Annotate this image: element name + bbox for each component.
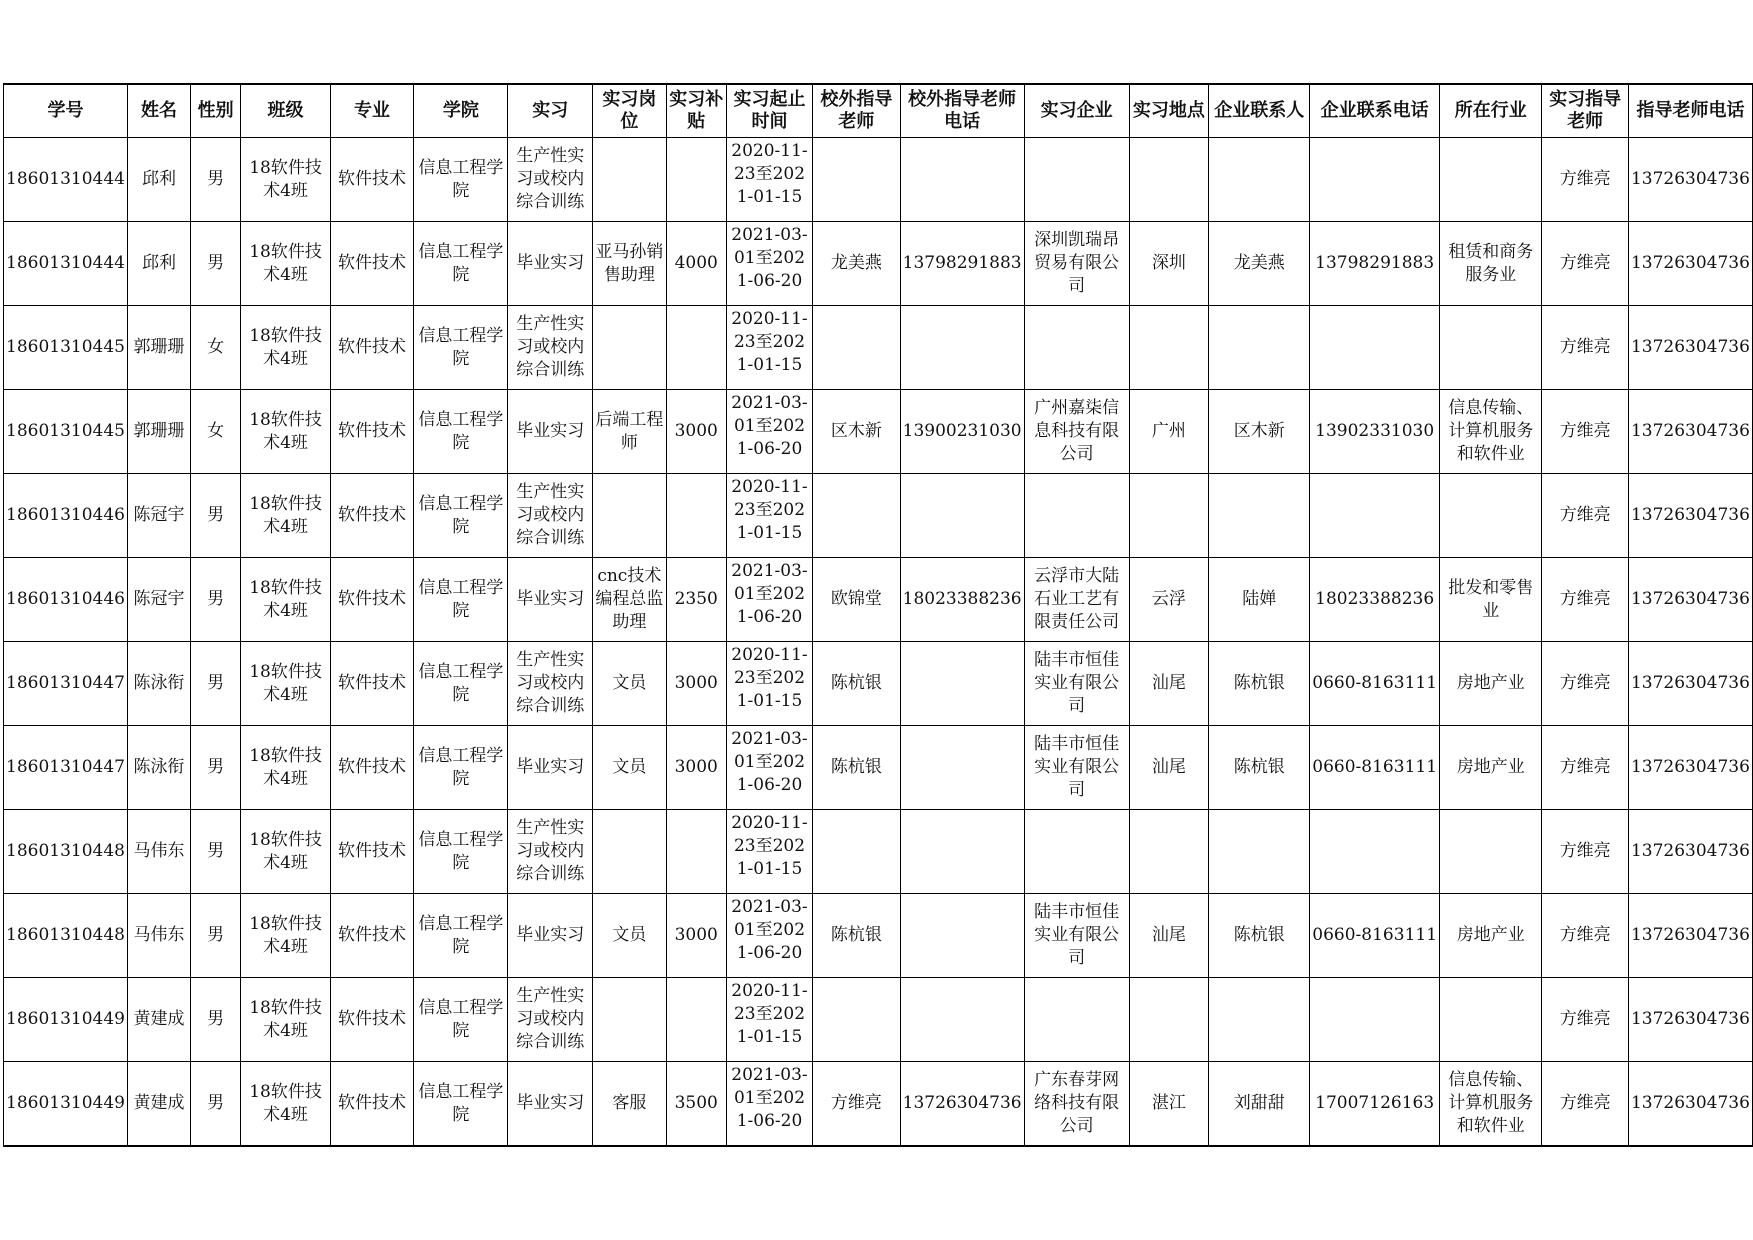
cell-gender: 男: [191, 474, 241, 558]
cell-teacher-phone: 13726304736: [1628, 306, 1752, 390]
cell-position: 客服: [592, 1062, 666, 1147]
cell-company-phone: [1310, 810, 1440, 894]
table-row: [4, 978, 1753, 1062]
cell-internship-type: 毕业实习: [508, 1062, 592, 1147]
cell-student-id: 18601310448: [4, 894, 128, 978]
column-header-college: 学院: [414, 84, 508, 138]
period-text: 2021-03-01至2021-06-20: [731, 225, 808, 291]
period-text: 2021-03-01至2021-06-20: [731, 561, 808, 627]
cell-company-contact: [1209, 474, 1310, 558]
period-text: 2021-03-01至2021-06-20: [731, 393, 808, 459]
cell-company-contact: 区木新: [1209, 390, 1310, 474]
cell-internship-type: 生产性实习或校内综合训练: [508, 306, 592, 390]
table-body: [4, 138, 1753, 1147]
cell-external-mentor-phone: [900, 642, 1024, 726]
cell-class: 18软件技术4班: [241, 222, 330, 306]
table-row: [4, 1062, 1753, 1147]
column-header-student-id: 学号: [4, 84, 128, 138]
cell-major: 软件技术: [330, 306, 414, 390]
cell-period: [726, 222, 812, 306]
cell-company: 陆丰市恒佳实业有限公司: [1024, 726, 1129, 810]
cell-major: 软件技术: [330, 222, 414, 306]
cell-name: 马伟东: [127, 894, 190, 978]
cell-college: 信息工程学院: [414, 138, 508, 222]
cell-major: 软件技术: [330, 1062, 414, 1147]
cell-internship-teacher: 方维亮: [1542, 390, 1628, 474]
cell-company-phone: 0660-8163111: [1310, 726, 1440, 810]
cell-college: 信息工程学院: [414, 642, 508, 726]
cell-student-id: 18601310445: [4, 390, 128, 474]
cell-company-contact: 陈杭银: [1209, 726, 1310, 810]
cell-external-mentor: 陈杭银: [813, 726, 900, 810]
cell-major: 软件技术: [330, 138, 414, 222]
cell-external-mentor: 陈杭银: [813, 894, 900, 978]
column-header-teacher-phone: 指导老师电话: [1628, 84, 1752, 138]
cell-company: 广州嘉柒信息科技有限公司: [1024, 390, 1129, 474]
cell-company: [1024, 306, 1129, 390]
cell-period: [726, 726, 812, 810]
cell-major: 软件技术: [330, 642, 414, 726]
cell-major: 软件技术: [330, 390, 414, 474]
cell-position: 亚马孙销售助理: [592, 222, 666, 306]
table-row: [4, 306, 1753, 390]
column-header-external-mentor-phone: 校外指导老师电话: [900, 84, 1024, 138]
column-header-position: 实习岗位: [592, 84, 666, 138]
cell-external-mentor: 欧锦堂: [813, 558, 900, 642]
cell-external-mentor-phone: 13726304736: [900, 1062, 1024, 1147]
cell-external-mentor: 陈杭银: [813, 642, 900, 726]
cell-industry: 信息传输、计算机服务和软件业: [1440, 390, 1542, 474]
cell-location: [1129, 810, 1209, 894]
cell-period: [726, 894, 812, 978]
period-text: 2021-03-01至2021-06-20: [731, 897, 808, 963]
cell-internship-type: 生产性实习或校内综合训练: [508, 474, 592, 558]
cell-name: 陈冠宇: [127, 474, 190, 558]
cell-external-mentor-phone: [900, 810, 1024, 894]
column-header-major: 专业: [330, 84, 414, 138]
cell-location: 广州: [1129, 390, 1209, 474]
cell-teacher-phone: 13726304736: [1628, 726, 1752, 810]
cell-class: 18软件技术4班: [241, 306, 330, 390]
cell-college: 信息工程学院: [414, 1062, 508, 1147]
column-header-stipend: 实习补贴: [666, 84, 726, 138]
cell-external-mentor: 方维亮: [813, 1062, 900, 1147]
cell-name: 陈泳衔: [127, 642, 190, 726]
cell-class: 18软件技术4班: [241, 1062, 330, 1147]
internship-roster-table: [3, 83, 1753, 1147]
cell-industry: 批发和零售业: [1440, 558, 1542, 642]
cell-industry: [1440, 978, 1542, 1062]
cell-class: 18软件技术4班: [241, 810, 330, 894]
cell-company: 广东春芽网络科技有限公司: [1024, 1062, 1129, 1147]
column-header-class: 班级: [241, 84, 330, 138]
cell-gender: 男: [191, 138, 241, 222]
cell-college: 信息工程学院: [414, 306, 508, 390]
cell-company-phone: 17007126163: [1310, 1062, 1440, 1147]
cell-teacher-phone: 13726304736: [1628, 810, 1752, 894]
cell-period: [726, 474, 812, 558]
cell-location: [1129, 474, 1209, 558]
cell-stipend: 3000: [666, 390, 726, 474]
cell-major: 软件技术: [330, 810, 414, 894]
cell-teacher-phone: 13726304736: [1628, 222, 1752, 306]
cell-internship-teacher: 方维亮: [1542, 894, 1628, 978]
cell-internship-teacher: 方维亮: [1542, 306, 1628, 390]
cell-gender: 男: [191, 978, 241, 1062]
cell-external-mentor-phone: 18023388236: [900, 558, 1024, 642]
cell-company: 深圳凯瑞昂贸易有限公司: [1024, 222, 1129, 306]
period-text: 2021-03-01至2021-06-20: [731, 1065, 808, 1131]
cell-position: 文员: [592, 642, 666, 726]
cell-position: [592, 810, 666, 894]
cell-major: 软件技术: [330, 894, 414, 978]
cell-student-id: 18601310444: [4, 138, 128, 222]
cell-company-phone: [1310, 138, 1440, 222]
cell-stipend: [666, 138, 726, 222]
cell-class: 18软件技术4班: [241, 474, 330, 558]
cell-industry: 房地产业: [1440, 894, 1542, 978]
cell-external-mentor: [813, 474, 900, 558]
cell-teacher-phone: 13726304736: [1628, 1062, 1752, 1147]
cell-class: 18软件技术4班: [241, 726, 330, 810]
cell-teacher-phone: 13726304736: [1628, 390, 1752, 474]
cell-name: 郭珊珊: [127, 306, 190, 390]
cell-company-contact: 龙美燕: [1209, 222, 1310, 306]
cell-stipend: [666, 306, 726, 390]
cell-industry: 房地产业: [1440, 726, 1542, 810]
cell-location: 汕尾: [1129, 726, 1209, 810]
cell-internship-teacher: 方维亮: [1542, 642, 1628, 726]
cell-college: 信息工程学院: [414, 978, 508, 1062]
cell-gender: 男: [191, 558, 241, 642]
cell-company: [1024, 978, 1129, 1062]
cell-college: 信息工程学院: [414, 222, 508, 306]
cell-period: [726, 558, 812, 642]
cell-major: 软件技术: [330, 978, 414, 1062]
column-header-gender: 性别: [191, 84, 241, 138]
cell-teacher-phone: 13726304736: [1628, 978, 1752, 1062]
cell-stipend: 3000: [666, 642, 726, 726]
cell-period: [726, 810, 812, 894]
cell-internship-teacher: 方维亮: [1542, 978, 1628, 1062]
column-header-company-phone: 企业联系电话: [1310, 84, 1440, 138]
table-row: [4, 894, 1753, 978]
cell-external-mentor-phone: [900, 978, 1024, 1062]
table-row: [4, 222, 1753, 306]
cell-position: 文员: [592, 894, 666, 978]
cell-name: 黄建成: [127, 978, 190, 1062]
cell-class: 18软件技术4班: [241, 138, 330, 222]
cell-position: [592, 138, 666, 222]
cell-gender: 男: [191, 642, 241, 726]
cell-company-contact: 陆婵: [1209, 558, 1310, 642]
cell-stipend: [666, 810, 726, 894]
cell-internship-type: 毕业实习: [508, 894, 592, 978]
cell-industry: [1440, 810, 1542, 894]
cell-stipend: 3500: [666, 1062, 726, 1147]
cell-student-id: 18601310446: [4, 474, 128, 558]
cell-company-phone: [1310, 978, 1440, 1062]
cell-teacher-phone: 13726304736: [1628, 558, 1752, 642]
cell-location: 深圳: [1129, 222, 1209, 306]
cell-external-mentor: [813, 306, 900, 390]
column-header-company: 实习企业: [1024, 84, 1129, 138]
cell-company-contact: [1209, 978, 1310, 1062]
cell-external-mentor-phone: [900, 726, 1024, 810]
cell-college: 信息工程学院: [414, 894, 508, 978]
table-row: [4, 726, 1753, 810]
cell-internship-type: 毕业实习: [508, 390, 592, 474]
cell-company-phone: 0660-8163111: [1310, 894, 1440, 978]
period-text: 2020-11-23至2021-01-15: [731, 645, 808, 711]
table-row: [4, 810, 1753, 894]
cell-class: 18软件技术4班: [241, 390, 330, 474]
cell-company-phone: [1310, 474, 1440, 558]
cell-company-phone: 18023388236: [1310, 558, 1440, 642]
cell-internship-type: 生产性实习或校内综合训练: [508, 138, 592, 222]
cell-college: 信息工程学院: [414, 810, 508, 894]
cell-student-id: 18601310448: [4, 810, 128, 894]
cell-student-id: 18601310447: [4, 642, 128, 726]
column-header-company-contact: 企业联系人: [1209, 84, 1310, 138]
cell-name: 马伟东: [127, 810, 190, 894]
cell-company-contact: [1209, 810, 1310, 894]
period-text: 2020-11-23至2021-01-15: [731, 141, 808, 207]
cell-internship-teacher: 方维亮: [1542, 726, 1628, 810]
cell-gender: 男: [191, 222, 241, 306]
cell-position: [592, 978, 666, 1062]
table-row: [4, 390, 1753, 474]
cell-college: 信息工程学院: [414, 390, 508, 474]
column-header-external-mentor: 校外指导老师: [813, 84, 900, 138]
cell-gender: 女: [191, 390, 241, 474]
cell-internship-teacher: 方维亮: [1542, 222, 1628, 306]
cell-company-phone: 13902331030: [1310, 390, 1440, 474]
cell-external-mentor-phone: [900, 306, 1024, 390]
cell-external-mentor-phone: 13798291883: [900, 222, 1024, 306]
cell-location: [1129, 306, 1209, 390]
cell-company-phone: [1310, 306, 1440, 390]
cell-position: [592, 474, 666, 558]
cell-period: [726, 138, 812, 222]
cell-external-mentor: [813, 978, 900, 1062]
cell-location: [1129, 978, 1209, 1062]
cell-stipend: 2350: [666, 558, 726, 642]
cell-student-id: 18601310445: [4, 306, 128, 390]
cell-external-mentor-phone: 13900231030: [900, 390, 1024, 474]
cell-college: 信息工程学院: [414, 558, 508, 642]
cell-internship-type: 生产性实习或校内综合训练: [508, 978, 592, 1062]
cell-industry: [1440, 306, 1542, 390]
cell-gender: 男: [191, 810, 241, 894]
cell-teacher-phone: 13726304736: [1628, 474, 1752, 558]
cell-company-contact: [1209, 306, 1310, 390]
cell-position: cnc技术编程总监助理: [592, 558, 666, 642]
cell-location: [1129, 138, 1209, 222]
cell-class: 18软件技术4班: [241, 978, 330, 1062]
column-header-period: 实习起止时间: [726, 84, 812, 138]
cell-location: 湛江: [1129, 1062, 1209, 1147]
cell-student-id: 18601310449: [4, 978, 128, 1062]
column-header-name: 姓名: [127, 84, 190, 138]
cell-company: 陆丰市恒佳实业有限公司: [1024, 894, 1129, 978]
cell-student-id: 18601310447: [4, 726, 128, 810]
cell-internship-teacher: 方维亮: [1542, 558, 1628, 642]
cell-gender: 男: [191, 894, 241, 978]
cell-class: 18软件技术4班: [241, 642, 330, 726]
cell-stipend: 3000: [666, 894, 726, 978]
cell-industry: 房地产业: [1440, 642, 1542, 726]
cell-class: 18软件技术4班: [241, 894, 330, 978]
cell-student-id: 18601310446: [4, 558, 128, 642]
column-header-internship-type: 实习: [508, 84, 592, 138]
cell-gender: 女: [191, 306, 241, 390]
cell-external-mentor: [813, 138, 900, 222]
cell-external-mentor-phone: [900, 474, 1024, 558]
cell-external-mentor: 龙美燕: [813, 222, 900, 306]
cell-teacher-phone: 13726304736: [1628, 642, 1752, 726]
table-row: [4, 474, 1753, 558]
cell-position: 后端工程师: [592, 390, 666, 474]
cell-internship-teacher: 方维亮: [1542, 810, 1628, 894]
cell-internship-type: 生产性实习或校内综合训练: [508, 810, 592, 894]
cell-period: [726, 306, 812, 390]
cell-industry: [1440, 474, 1542, 558]
cell-student-id: 18601310449: [4, 1062, 128, 1147]
period-text: 2021-03-01至2021-06-20: [731, 729, 808, 795]
cell-company-contact: [1209, 138, 1310, 222]
table-row: [4, 558, 1753, 642]
cell-teacher-phone: 13726304736: [1628, 138, 1752, 222]
cell-stipend: [666, 978, 726, 1062]
cell-internship-teacher: 方维亮: [1542, 474, 1628, 558]
cell-company: 陆丰市恒佳实业有限公司: [1024, 642, 1129, 726]
period-text: 2020-11-23至2021-01-15: [731, 981, 808, 1047]
cell-industry: 租赁和商务服务业: [1440, 222, 1542, 306]
cell-internship-type: 毕业实习: [508, 222, 592, 306]
cell-stipend: [666, 474, 726, 558]
cell-external-mentor-phone: [900, 138, 1024, 222]
cell-external-mentor-phone: [900, 894, 1024, 978]
cell-period: [726, 978, 812, 1062]
cell-period: [726, 390, 812, 474]
period-text: 2020-11-23至2021-01-15: [731, 477, 808, 543]
cell-teacher-phone: 13726304736: [1628, 894, 1752, 978]
column-header-industry: 所在行业: [1440, 84, 1542, 138]
period-text: 2020-11-23至2021-01-15: [731, 813, 808, 879]
cell-period: [726, 1062, 812, 1147]
cell-stipend: 3000: [666, 726, 726, 810]
cell-company: [1024, 810, 1129, 894]
cell-company: [1024, 138, 1129, 222]
cell-location: 汕尾: [1129, 894, 1209, 978]
period-text: 2020-11-23至2021-01-15: [731, 309, 808, 375]
cell-class: 18软件技术4班: [241, 558, 330, 642]
cell-stipend: 4000: [666, 222, 726, 306]
cell-external-mentor: [813, 810, 900, 894]
cell-industry: [1440, 138, 1542, 222]
table-row: [4, 138, 1753, 222]
cell-position: [592, 306, 666, 390]
cell-company-phone: 13798291883: [1310, 222, 1440, 306]
table-row: [4, 642, 1753, 726]
cell-internship-teacher: 方维亮: [1542, 1062, 1628, 1147]
cell-internship-type: 生产性实习或校内综合训练: [508, 642, 592, 726]
cell-location: 汕尾: [1129, 642, 1209, 726]
cell-position: 文员: [592, 726, 666, 810]
cell-period: [726, 642, 812, 726]
cell-major: 软件技术: [330, 558, 414, 642]
cell-name: 黄建成: [127, 1062, 190, 1147]
cell-student-id: 18601310444: [4, 222, 128, 306]
cell-name: 邱利: [127, 138, 190, 222]
cell-college: 信息工程学院: [414, 474, 508, 558]
cell-name: 陈冠宇: [127, 558, 190, 642]
cell-industry: 信息传输、计算机服务和软件业: [1440, 1062, 1542, 1147]
cell-company: 云浮市大陆石业工艺有限责任公司: [1024, 558, 1129, 642]
column-header-internship-teacher: 实习指导老师: [1542, 84, 1628, 138]
cell-internship-type: 毕业实习: [508, 726, 592, 810]
cell-name: 陈泳衔: [127, 726, 190, 810]
cell-company-contact: 陈杭银: [1209, 894, 1310, 978]
cell-major: 软件技术: [330, 474, 414, 558]
header-row: [4, 84, 1753, 138]
cell-company-contact: 刘甜甜: [1209, 1062, 1310, 1147]
cell-location: 云浮: [1129, 558, 1209, 642]
cell-name: 郭珊珊: [127, 390, 190, 474]
cell-company-contact: 陈杭银: [1209, 642, 1310, 726]
cell-internship-type: 毕业实习: [508, 558, 592, 642]
cell-gender: 男: [191, 1062, 241, 1147]
cell-internship-teacher: 方维亮: [1542, 138, 1628, 222]
column-header-location: 实习地点: [1129, 84, 1209, 138]
cell-major: 软件技术: [330, 726, 414, 810]
cell-company-phone: 0660-8163111: [1310, 642, 1440, 726]
cell-college: 信息工程学院: [414, 726, 508, 810]
cell-gender: 男: [191, 726, 241, 810]
cell-name: 邱利: [127, 222, 190, 306]
cell-company: [1024, 474, 1129, 558]
cell-external-mentor: 区木新: [813, 390, 900, 474]
